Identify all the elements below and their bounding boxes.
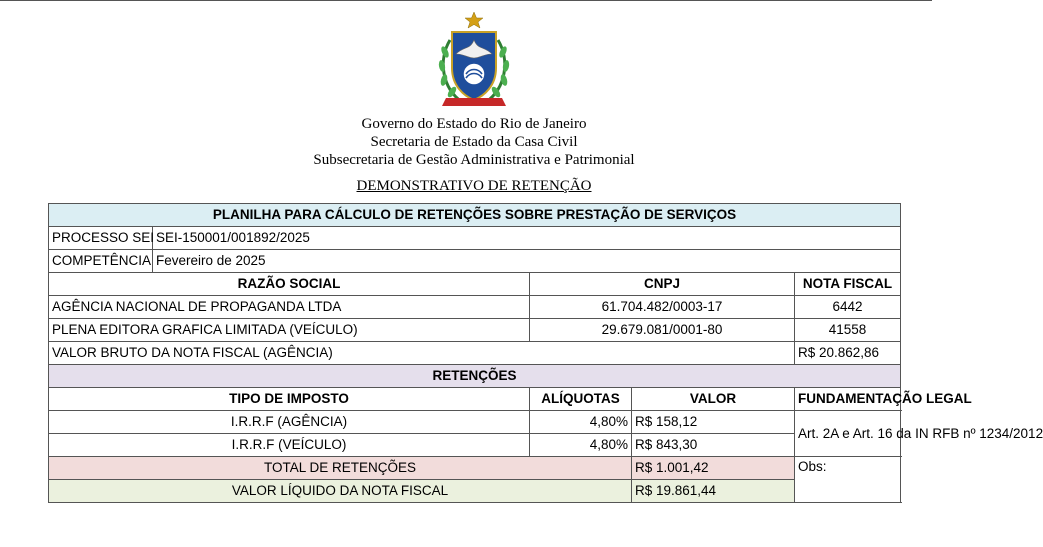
document-title: DEMONSTRATIVO DE RETENÇÃO [356, 178, 592, 194]
subsecretariat-name: Subsecretaria de Gestão Administrativa e Patrimonial [313, 152, 635, 168]
sheet-title-row [49, 204, 901, 227]
tax-type-cell: I.R.R.F (AGÊNCIA) [49, 411, 530, 434]
retention-sheet-table [48, 203, 1043, 503]
tax-rate-cell: 4,80% [530, 434, 632, 457]
valor-liquido-label: VALOR LÍQUIDO DA NOTA FISCAL [49, 480, 632, 503]
retencoes-header-row [49, 388, 901, 411]
total-retencoes-label: TOTAL DE RETENÇÕES [49, 457, 632, 480]
company-row [49, 319, 901, 342]
cnpj-cell: 29.679.081/0001-80 [530, 319, 795, 342]
sheet-title: PLANILHA PARA CÁLCULO DE RETENÇÕES SOBRE PRESTAÇÃO DE SERVIÇOS [49, 204, 901, 227]
coat-of-arms-emblem [432, 10, 516, 110]
valor-bruto-label: VALOR BRUTO DA NOTA FISCAL (AGÊNCIA) [49, 342, 795, 365]
tax-rate-cell: 4,80% [530, 411, 632, 434]
obs-cell: Obs: [795, 457, 901, 503]
company-header-row [49, 273, 901, 296]
tax-value-cell: R$ 158,12 [632, 411, 795, 434]
cnpj-cell: 61.704.482/0003-17 [530, 296, 795, 319]
cnpj-header: CNPJ [530, 273, 795, 296]
fundamentacao-header: FUNDAMENTAÇÃO LEGAL [795, 388, 901, 411]
nota-fiscal-header: NOTA FISCAL [795, 273, 901, 296]
nota-fiscal-cell: 41558 [795, 319, 901, 342]
valor-bruto-value: R$ 20.862,86 [795, 342, 901, 365]
razao-social-header: RAZÃO SOCIAL [49, 273, 530, 296]
razao-social-cell: AGÊNCIA NACIONAL DE PROPAGANDA LTDA [49, 296, 530, 319]
razao-social-cell: PLENA EDITORA GRAFICA LIMITADA (VEÍCULO) [49, 319, 530, 342]
fundamentacao-cell: Art. 2A e Art. 16 da IN RFB nº 1234/2012 [795, 411, 901, 457]
tax-row [49, 411, 901, 434]
tax-row [49, 434, 901, 457]
processo-row [49, 227, 901, 250]
tax-type-cell: I.R.R.F (VEÍCULO) [49, 434, 530, 457]
retencoes-title-row [49, 365, 901, 388]
government-name: Governo do Estado do Rio de Janeiro [361, 116, 587, 132]
competencia-label: COMPETÊNCIA [49, 250, 153, 273]
total-retencoes-row [49, 457, 901, 480]
competencia-row [49, 250, 901, 273]
nota-fiscal-cell: 6442 [795, 296, 901, 319]
top-border-line [0, 0, 932, 1]
tax-value-cell: R$ 843,30 [632, 434, 795, 457]
valor-liquido-row [49, 480, 901, 503]
processo-value: SEI-150001/001892/2025 [153, 227, 901, 250]
total-retencoes-value: R$ 1.001,42 [632, 457, 795, 480]
valor-bruto-row [49, 342, 901, 365]
competencia-value: Fevereiro de 2025 [153, 250, 901, 273]
aliquotas-header: ALÍQUOTAS [530, 388, 632, 411]
secretariat-name: Secretaria de Estado da Casa Civil [370, 134, 578, 150]
retencoes-title: RETENÇÕES [49, 365, 901, 388]
valor-liquido-value: R$ 19.861,44 [632, 480, 795, 503]
processo-label: PROCESSO SEI [49, 227, 153, 250]
company-row [49, 296, 901, 319]
tipo-imposto-header: TIPO DE IMPOSTO [49, 388, 530, 411]
valor-header: VALOR [632, 388, 795, 411]
